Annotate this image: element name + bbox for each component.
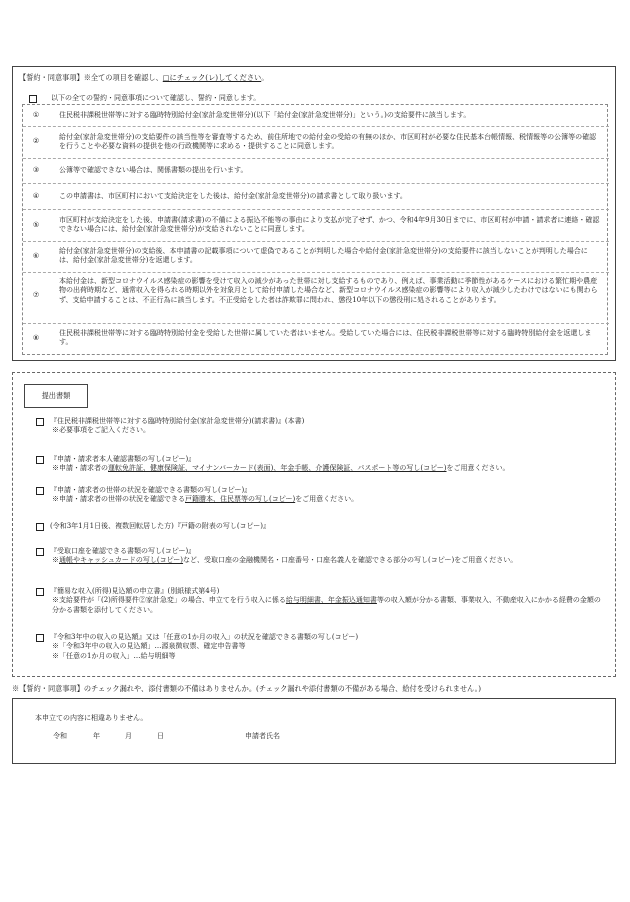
divider bbox=[23, 323, 609, 324]
document-checkbox[interactable] bbox=[36, 634, 44, 642]
document-checkbox[interactable] bbox=[36, 456, 44, 464]
document-checkbox[interactable] bbox=[36, 588, 44, 596]
oath-item: ⑥ 給付金(家計急変世帯分)の支給後、本申請書の記載事項について虚偽であることが判明した場合や給付金(家計急変世帯分)の支給要件に該当しないことが判明した場合には、給付金(家計急変世帯分)を返還します。 bbox=[32, 247, 588, 265]
document-item: 『住民税非課税世帯等に対する臨時特別給付金(家計急変世帯分)(請求書)』(本書) ※必要事項をご記入ください。 bbox=[36, 417, 606, 436]
divider bbox=[23, 209, 609, 210]
oath-item: ③ 公簿等で確認できない場合は、関係書類の提出を行います。 bbox=[32, 166, 248, 174]
divider bbox=[23, 158, 609, 159]
document-checkbox[interactable] bbox=[36, 487, 44, 495]
oath-item: ④ この申請書は、市区町村において支給決定をした後は、給付金(家計急変世帯分)の請求書として取り扱います。 bbox=[32, 192, 407, 200]
oath-item: ⑤ 市区町村が支給決定をした後、申請書(請求書)の不備による振込不能等の事由により支払が完了せず、かつ、令和4年9月30日までに、市区町村が申請・請求者に連絡・確認できない場合には、給付金(家計急変世帯分)が支給されないことに同意します。 bbox=[32, 216, 600, 234]
warning-text: ※【誓約・同意事項】のチェック漏れや、添付書類の不備はありませんか。(チェック漏れや添付書類の不備がある場合、給付を受けられません。) bbox=[12, 684, 482, 693]
confirmation-statement: 本申立ての内容に相違ありません。 bbox=[35, 714, 148, 722]
document-checkbox[interactable] bbox=[36, 418, 44, 426]
divider bbox=[23, 241, 609, 242]
document-checkbox[interactable] bbox=[36, 523, 44, 531]
oath-item: ⑧ 住民税非課税世帯等に対する臨時特別給付金を受給した世帯に属していた者はいません。受給していた場合には、住民税非課税世帯等に対する臨時特別給付金を返還します。 bbox=[32, 329, 592, 347]
divider bbox=[23, 272, 609, 273]
divider bbox=[23, 183, 609, 184]
oath-item: ② 給付金(家計急変世帯分)の支給要件の該当性等を審査等するため、前住所地での給付金の受給の有無のほか、市区町村が必要な住民基本台帳情報、税情報等の公簿等の確認を行うことや必要な資料の提供を他の行政機関等に求める・提供することに同意します。 bbox=[32, 133, 597, 151]
confirmation-section: 本申立ての内容に相違ありません。 令和 年 月 日 申請者氏名 bbox=[12, 698, 616, 764]
documents-tab-label: 提出書類 bbox=[24, 384, 88, 408]
document-item: 『簡易な収入(所得)見込額の申立書』(別紙様式第4号) ※支給要件が「(2)所得要件②家計急変」の場合、申立てを行う収入に係る給与明細書、年金振込通知書等の収入額が分かる書類、事業収入、不動産収入にかかる経費の金額の分かる書類を添付してください。 bbox=[36, 587, 606, 615]
oath-section bbox=[12, 66, 616, 361]
document-item: 『受取口座を確認できる書類の写し(コピー)』 ※通帳やキャッシュカードの写し(コピー)など、受取口座の金融機関名・口座番号・口座名義人を確認できる部分の写し(コピー)をご用意ください。 bbox=[36, 547, 606, 566]
document-item: 『申請・請求者本人確認書類の写し(コピー)』 ※申請・請求者の運転免許証、健康保険証、マイナンバーカード(表面)、年金手帳、介護保険証、パスポート等の写し(コピー)をご用意ください。 bbox=[36, 455, 606, 474]
document-item: (令和3年1月1日後、複数回転居した方)『戸籍の附表の写し(コピー)』 bbox=[36, 522, 606, 531]
document-checkbox[interactable] bbox=[36, 548, 44, 556]
agree-all-checkbox[interactable] bbox=[29, 95, 37, 103]
oath-item: ① 住民税非課税世帯等に対する臨時特別給付金(家計急変世帯分)(以下「給付金(家計急変世帯分)」という。)の支給要件に該当します。 bbox=[32, 111, 471, 119]
document-item: 『申請・請求者の世帯の状況を確認できる書類の写し(コピー)』 ※申請・請求者の世帯の状況を確認できる戸籍謄本、住民票等の写し(コピー)をご用意ください。 bbox=[36, 486, 606, 505]
oath-items bbox=[22, 104, 608, 355]
oath-item: ⑦ 本給付金は、新型コロナウイルス感染症の影響を受けて収入の減少があった世帯に対し支給するものであり、例えば、事業活動に季節性があるケースにおける繁忙期や農産物の出荷時期など、通常収入を得られる時期以外を対象月として給付申請した場合など、新型コロナウイルス感染症の影響等により収入が減少したわけではないにも関わらず、支給申請することは、不正行為に該当します。不正受給をした者は詐欺罪に問われ、懲役10年以下の懲役刑に処されることがあります。 bbox=[32, 277, 598, 304]
agree-all-label: 以下の全ての誓約・同意事項について確認し、誓約・同意します。 bbox=[51, 94, 261, 102]
document-item: 『令和3年中の収入の見込額』又は「任意の1か月の収入」の状況を確認できる書類の写し(コピー) ※「令和3年中の収入の見込額」…源泉徴収票、確定申告書等 ※「任意の1か月の収入」…給与明細等 bbox=[36, 633, 606, 661]
oath-heading: 【誓約・同意事項】※全ての項目を確認し、□にチェック(レ)してください。 bbox=[19, 73, 269, 82]
divider bbox=[23, 126, 609, 127]
agree-all-row[interactable] bbox=[29, 94, 260, 103]
